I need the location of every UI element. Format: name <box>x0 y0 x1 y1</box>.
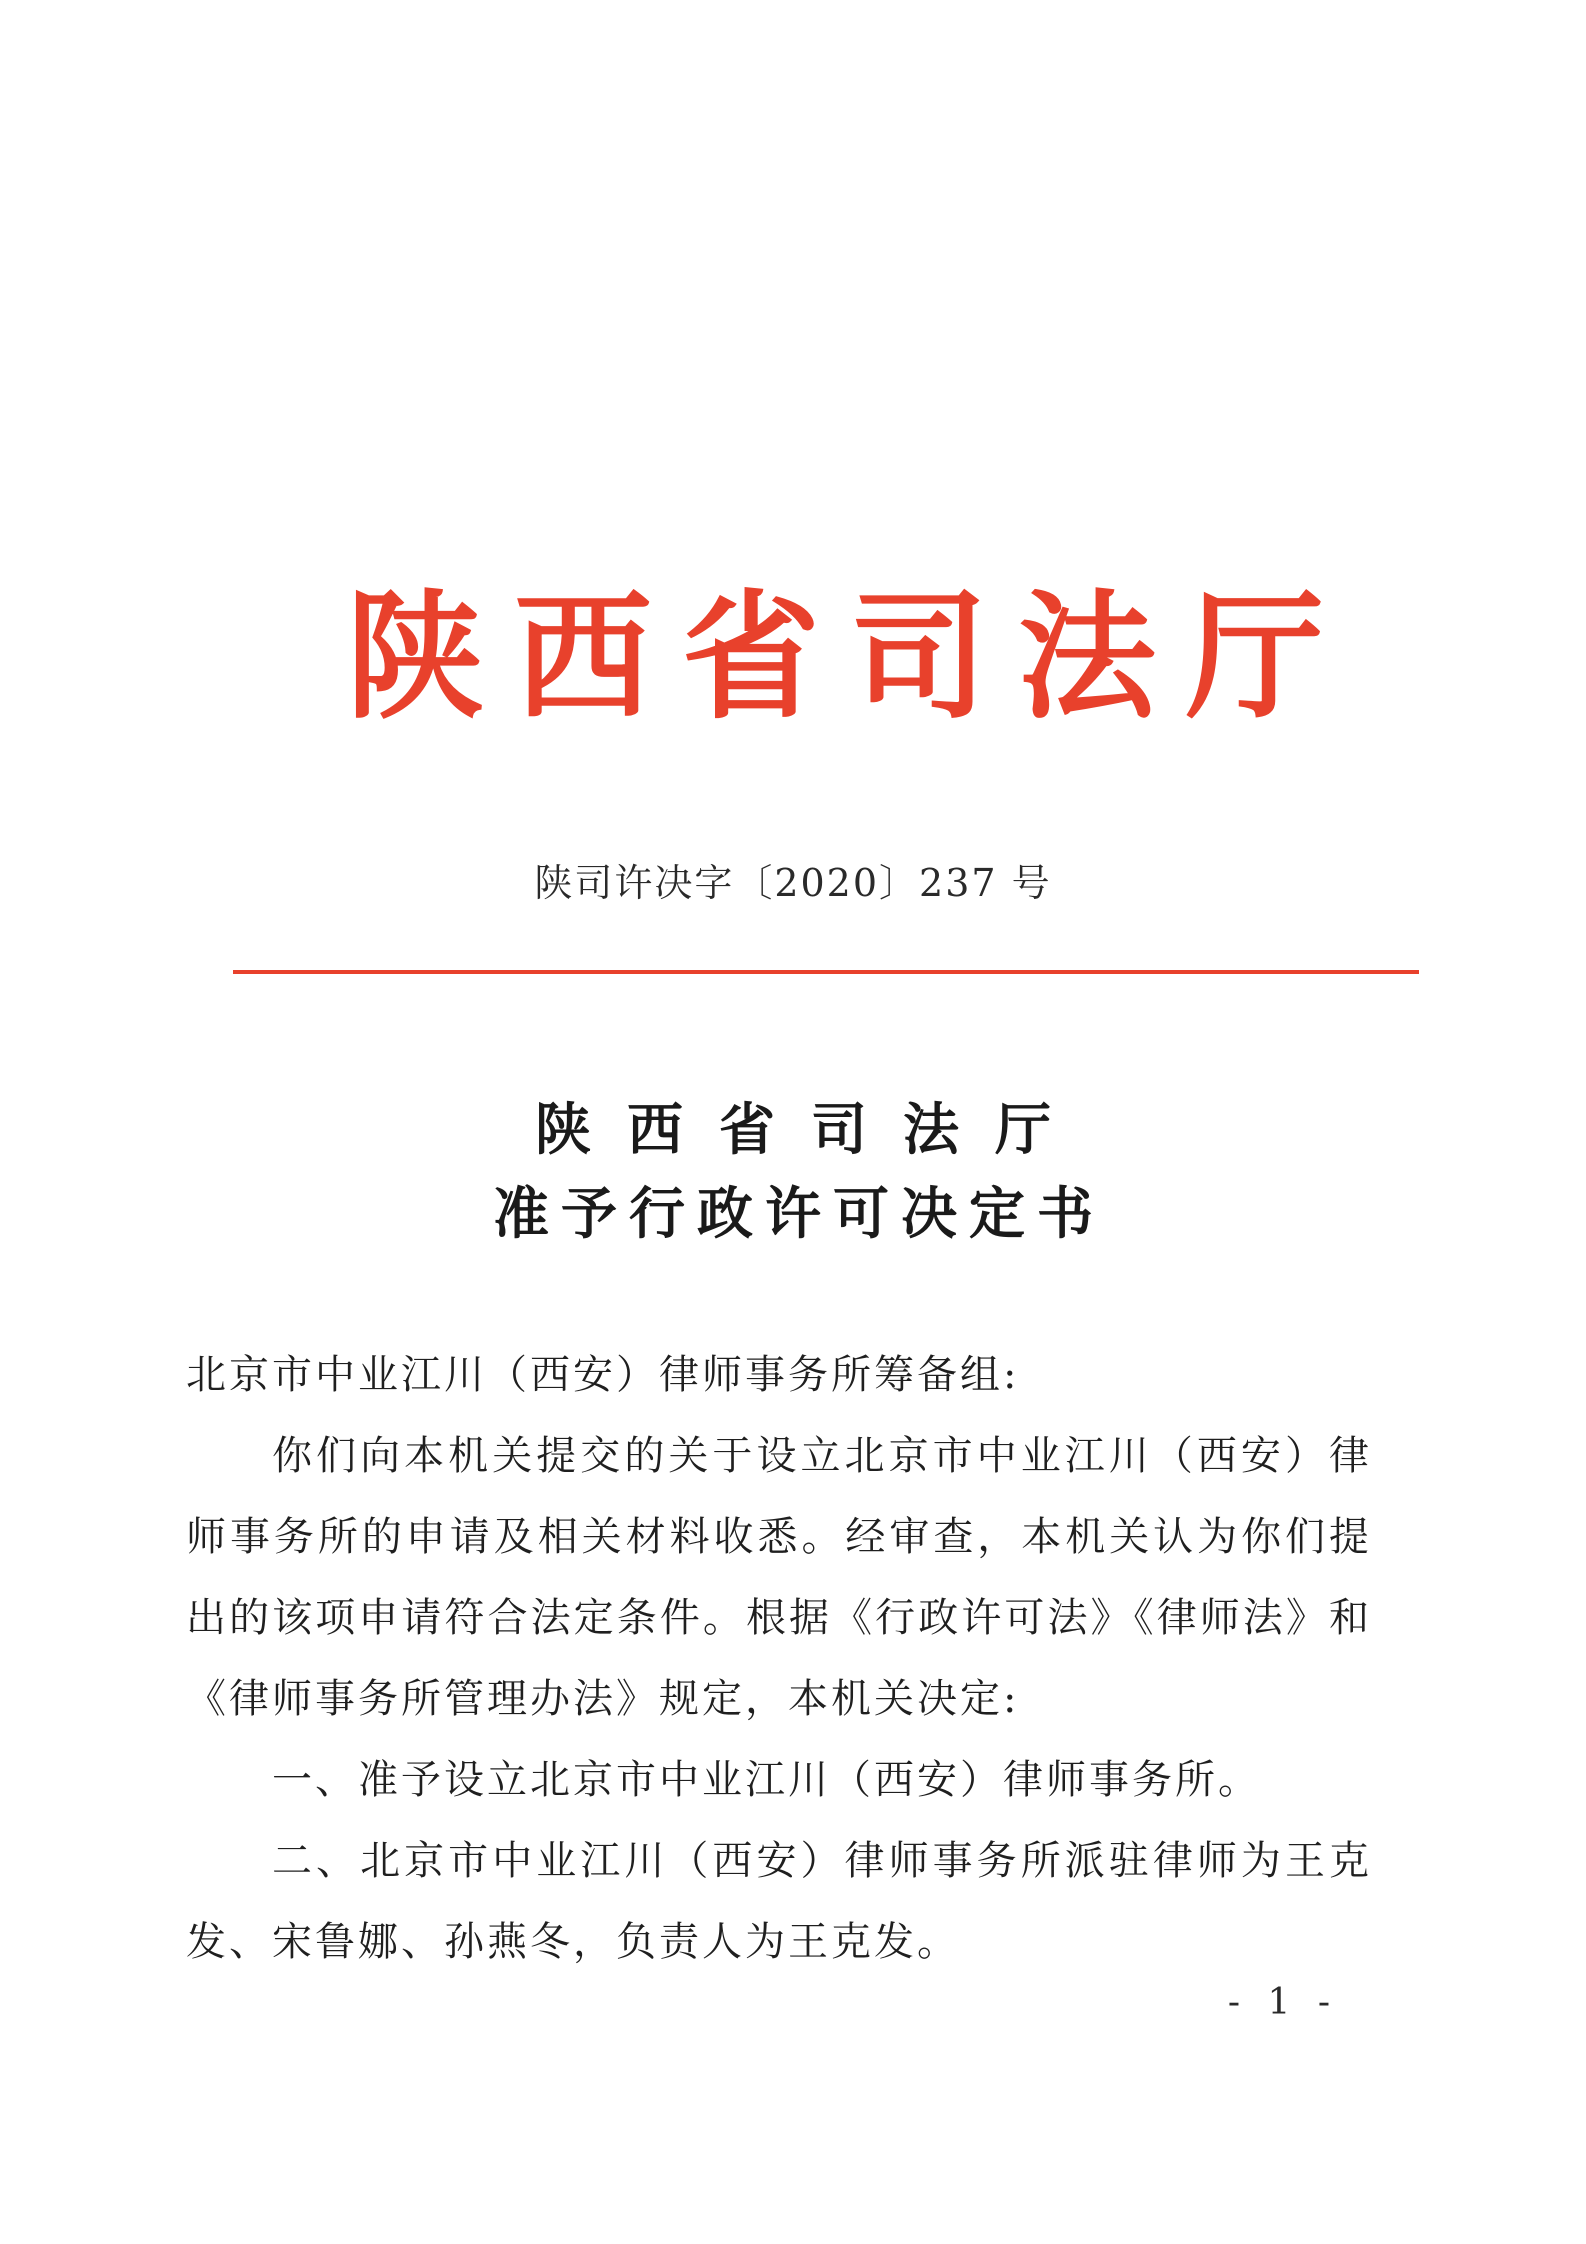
document-body <box>186 1335 1372 1983</box>
letterhead-char: 陕 <box>345 577 484 738</box>
title-document-type: 准予行政许可决定书 <box>493 1181 1105 1247</box>
addressee: 北京市中业江川（西安）律师事务所筹备组: <box>186 1352 1020 1398</box>
letterhead-char: 省 <box>681 577 820 738</box>
body-paragraph: 二、北京市中业江川（西安）律师事务所派驻律师为王克发、宋鲁娜、孙燕冬，负责人为王克发。 <box>186 1838 1372 1965</box>
red-divider-line <box>233 970 1419 974</box>
page-number: - 1 - <box>1227 1982 1338 2023</box>
letterhead-char: 西 <box>513 577 652 738</box>
letterhead-char: 司 <box>849 577 988 738</box>
document-number: 陕司许决字〔2020〕237 号 <box>534 861 1052 905</box>
letterhead-char: 法 <box>1017 577 1156 738</box>
letterhead-char: 厅 <box>1185 577 1324 738</box>
document-title <box>0 1088 1586 1256</box>
letterhead <box>345 578 1325 738</box>
body-paragraph: 一、准予设立北京市中业江川（西安）律师事务所。 <box>272 1757 1261 1803</box>
body-paragraph: 你们向本机关提交的关于设立北京市中业江川（西安）律师事务所的申请及相关材料收悉。经审查，本机关认为你们提出的该项申请符合法定条件。根据《行政许可法》《律师法》和《律师事务所管理办法》规定，本机关决定: <box>186 1433 1372 1722</box>
title-issuer: 陕西省司法厅 <box>535 1097 1087 1163</box>
